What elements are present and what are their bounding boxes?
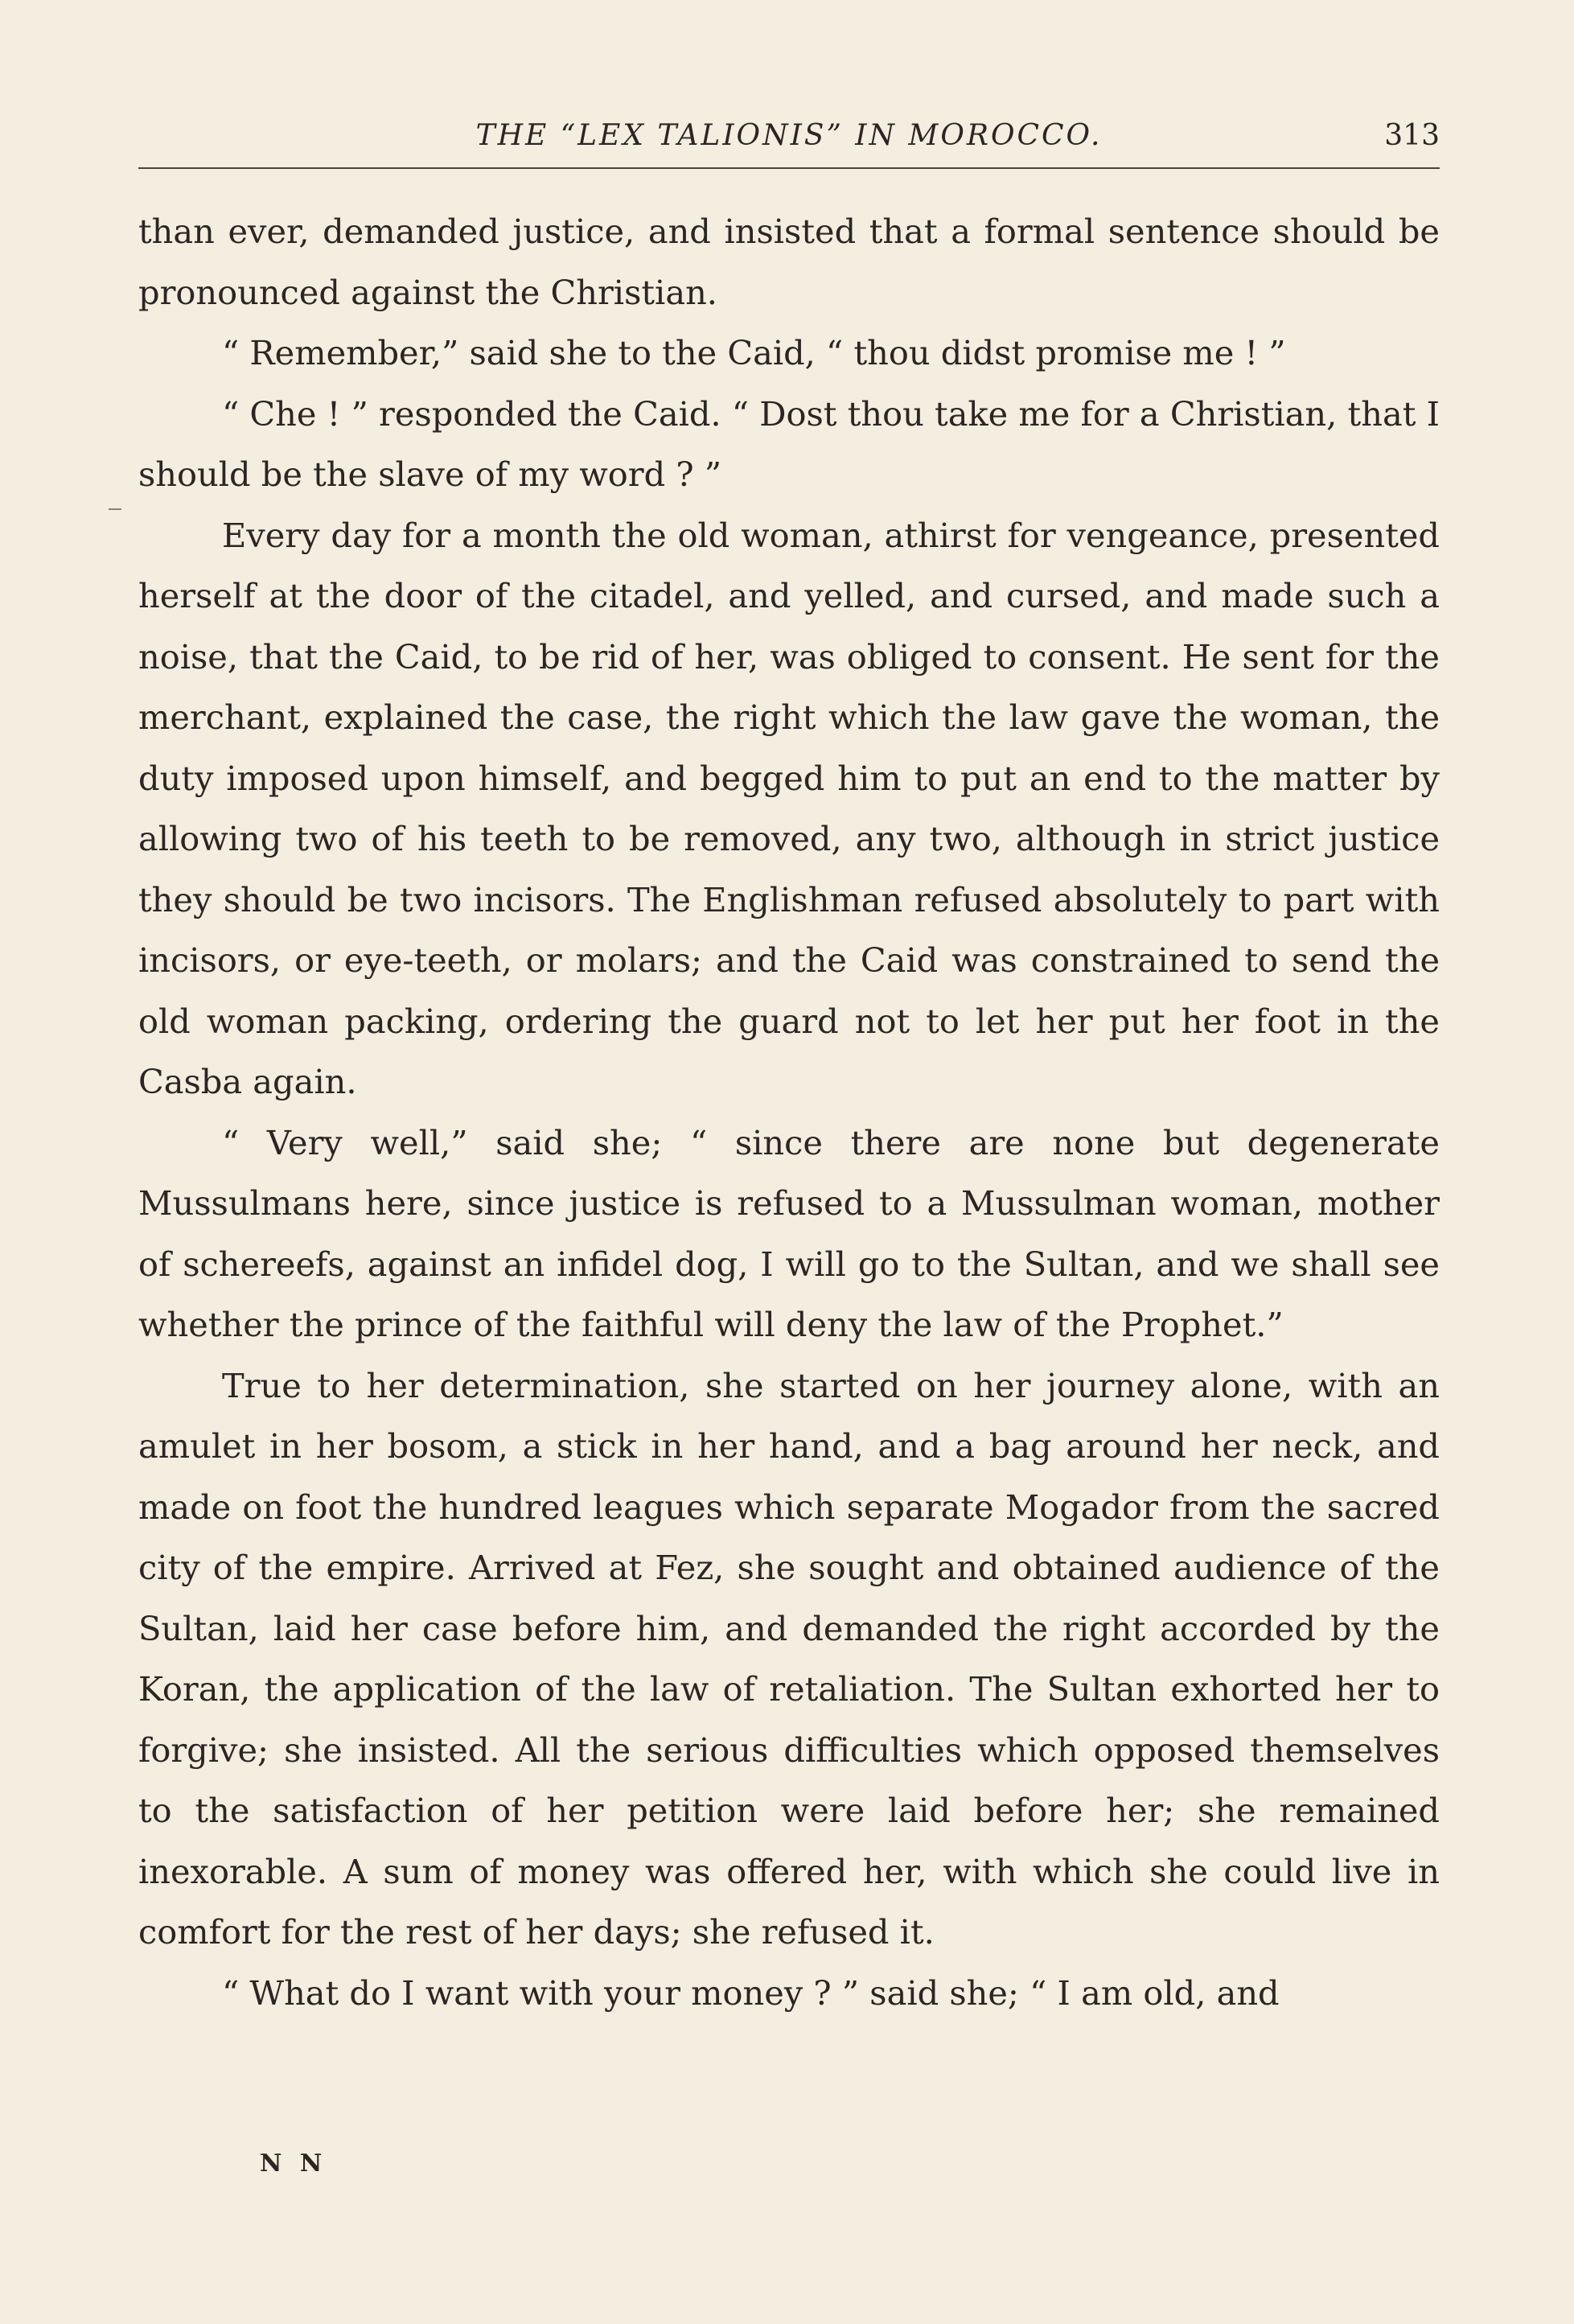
signature-mark: N N <box>260 2149 327 2178</box>
paragraph: “ Che ! ” responded the Caid. “ Dost thou take me for a Christian, that I should be the slave of my word ? ” <box>138 393 1440 494</box>
header-rule <box>138 167 1440 169</box>
paragraph: Every day for a month the old woman, athirst for vengeance, presented herself at the door of the citadel, and yelled, and cursed, and made such a noise, that the Caid, to be rid of her, was obliged to consent. He sent for the merchant, explained the case, the right which the law gave the woman, the duty imposed upon himself, and begged him to put an end to the matter by allowing two of his teeth to be removed, any two, although in strict justice they should be two incisors. The Englishman refused absolutely to part with incisors, or eye-teeth, or molars; and the Caid was constrained to send the old woman packing, ordering the guard not to let her put her foot in the Casba again. <box>138 515 1440 1101</box>
paragraph-last: “ What do I want with your money ? ” said she; “ I am old, and <box>222 1972 1280 2013</box>
margin-mark <box>109 508 121 510</box>
paragraph: “ Very well,” said she; “ since there are none but degenerate Mussulmans here, since justice is refused to a Mussulman woman, mother of schereefs, against an infidel dog, I will go to the Sultan, and we shall see whether the prince of the faithful will deny the law of the Prophet.” <box>138 1122 1440 1344</box>
paragraph: True to her determination, she started on her journey alone, with an amulet in her bosom, a stick in her hand, and a bag around her neck, and made on foot the hundred leagues which separate Mogador from the sacred city of the empire. Arrived at Fez, she sought and obtained audience of the Sultan, laid her case before him, and demanded the right accorded by the Koran, the application of the law of retaliation. The Sultan exhorted her to forgive; she insisted. All the serious difficulties which opposed themselves to the satisfaction of her petition were laid before her; she remained inexorable. A sum of money was offered her, with which she could live in comfort for the rest of her days; she refused it. <box>138 1365 1440 1952</box>
running-title: THE “LEX TALIONIS” IN MOROCCO. <box>475 119 1103 152</box>
body-text <box>138 201 1440 2023</box>
paragraph-continued: than ever, demanded justice, and insisted that a formal sentence should be pronounced against the Christian. <box>138 212 1440 312</box>
page-number: 313 <box>1384 119 1440 152</box>
paragraph: “ Remember,” said she to the Caid, “ thou didst promise me ! ” <box>222 333 1286 372</box>
running-head <box>138 113 1440 161</box>
